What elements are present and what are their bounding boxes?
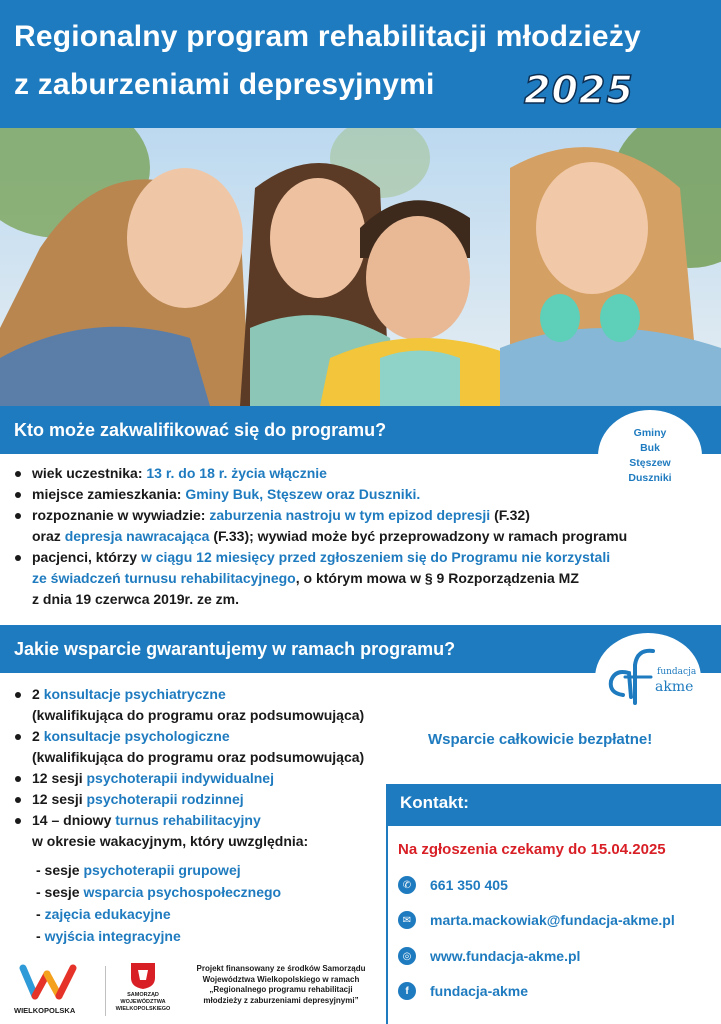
item-label: 2 [32, 728, 44, 744]
item-continuation: (kwalifikująca do programu oraz podsumowująca) [32, 749, 365, 765]
wielkopolska-logo-text: WIELKOPOLSKA [14, 1006, 76, 1015]
list-item [14, 768, 364, 789]
item-highlight: ze świadczeń turnusu rehabilitacyjnego [32, 570, 296, 586]
website-link[interactable]: www.fundacja-akme.pl [430, 948, 581, 964]
item-highlight: psychoterapii grupowej [83, 862, 241, 878]
item-label: 12 sesji [32, 770, 87, 786]
item-highlight: psychoterapii indywidualnej [86, 770, 274, 786]
phone-icon: ✆ [398, 876, 416, 894]
title-line-1: Regionalny program rehabilitacji młodzieży [14, 20, 641, 53]
sublist-item [36, 903, 281, 925]
item-highlight: zajęcia edukacyjne [44, 906, 171, 922]
footer-divider [105, 966, 106, 1016]
item-highlight: 13 r. do 18 r. życia włącznie [146, 465, 327, 481]
akme-logo-icon [595, 633, 701, 723]
gminy-badge-line: Buk [640, 442, 660, 454]
item-label: oraz [32, 528, 65, 544]
title-line-2: z zaburzeniami depresyjnymi [14, 68, 435, 101]
support-list [14, 684, 364, 852]
globe-icon: ◎ [398, 947, 416, 965]
list-item [14, 810, 364, 852]
header-banner [0, 0, 721, 128]
list-item [14, 463, 627, 484]
list-item [14, 484, 627, 505]
item-after: , o którym mowa w § 9 Rozporządzenia MZ [295, 570, 579, 586]
sublist-item [36, 859, 281, 881]
item-label: - sesje [36, 884, 84, 900]
item-highlight: w ciągu 12 miesięcy przed zgłoszeniem się do Programu nie korzystali [140, 549, 611, 565]
coat-of-arms-icon [130, 962, 156, 990]
logo-text-bottom: akme [655, 679, 694, 695]
item-label: 2 [32, 686, 44, 702]
contact-facebook[interactable] [398, 980, 528, 1002]
item-highlight: Gminy Buk, Stęszew oraz Duszniki. [185, 486, 421, 502]
item-continuation: (kwalifikująca do programu oraz podsumowująca) [32, 707, 365, 723]
item-highlight: konsultacje psychologiczne [43, 728, 230, 744]
item-label: pacjenci, którzy [32, 549, 141, 565]
item-highlight: wsparcia psychospołecznego [83, 884, 282, 900]
facebook-link[interactable]: fundacja-akme [430, 983, 529, 999]
contact-phone[interactable] [398, 874, 508, 896]
section-support-heading: Jakie wsparcie gwarantujemy w ramach programu? [0, 625, 721, 673]
item-label: miejsce zamieszkania: [32, 486, 186, 502]
free-support-note: Wsparcie całkowicie bezpłatne! [428, 731, 653, 748]
gminy-badge-line: Duszniki [628, 472, 672, 484]
samorzad-line: SAMORZĄD [127, 992, 159, 998]
funding-note [186, 964, 376, 1006]
item-label: rozpoznanie w wywiadzie: [32, 507, 210, 523]
wielkopolska-w-icon [19, 962, 79, 1000]
item-label: 12 sesji [32, 791, 87, 807]
samorzad-line: WIELKOPOLSKIEGO [115, 1006, 171, 1012]
email-address[interactable]: marta.mackowiak@fundacja-akme.pl [430, 912, 675, 928]
contact-email[interactable] [398, 909, 675, 931]
item-label: - [36, 928, 45, 944]
item-continuation [32, 526, 627, 547]
wielkopolska-logo [14, 962, 84, 1020]
item-highlight: zaburzenia nastroju w tym epizod depresji [209, 507, 491, 523]
funding-line: młodzieży z zaburzeniami depresyjnymi” [203, 995, 359, 1005]
item-label: wiek uczestnika: [32, 465, 147, 481]
list-item [14, 684, 364, 726]
deadline-text: Na zgłoszenia czekamy do 15.04.2025 [398, 841, 666, 858]
item-after: (F.32) [490, 507, 530, 523]
list-item [14, 547, 627, 610]
facebook-icon: f [398, 982, 416, 1000]
samorzad-line: WOJEWÓDZTWA [120, 999, 166, 1005]
list-item [14, 789, 364, 810]
item-highlight: turnus rehabilitacyjny [115, 812, 261, 828]
fundacja-akme-logo [595, 633, 701, 723]
item-highlight: psychoterapii rodzinnej [86, 791, 244, 807]
samorzad-logo [112, 962, 174, 1020]
item-label: 14 – dniowy [32, 812, 116, 828]
item-highlight: wyjścia integracyjne [44, 928, 181, 944]
sublist-item [36, 881, 281, 903]
gminy-badge-line: Gminy [633, 427, 667, 439]
item-label: - [36, 906, 45, 922]
item-label: - sesje [36, 862, 84, 878]
contact-website[interactable] [398, 945, 580, 967]
funding-line: Projekt finansowany ze środków Samorządu [196, 964, 366, 973]
section-qualification-heading: Kto może zakwalifikować się do programu? [0, 406, 721, 454]
email-icon: ✉ [398, 911, 416, 929]
phone-number[interactable]: 661 350 405 [430, 877, 508, 893]
list-item [14, 726, 364, 768]
qualification-list [14, 463, 627, 610]
item-highlight: konsultacje psychiatryczne [43, 686, 226, 702]
teens-photo [0, 128, 721, 406]
list-item [14, 505, 627, 547]
year-label: 2025 [524, 68, 634, 112]
item-continuation [32, 568, 627, 589]
teens-photo-illustration [0, 128, 721, 406]
funding-line: „Regionalnego programu rehabilitacji [209, 985, 353, 994]
funding-line: Województwa Wielkopolskiego w ramach [202, 974, 360, 984]
item-after: (F.33); wywiad może być przeprowadzony w ramach programu [209, 528, 628, 544]
gminy-badge-line: Stęszew [629, 457, 671, 469]
item-continuation: z dnia 19 czerwca 2019r. ze zm. [32, 591, 240, 607]
item-continuation: w okresie wakacyjnym, który uwzględnia: [32, 833, 309, 849]
turnus-sublist [36, 859, 281, 947]
contact-heading: Kontakt: [386, 784, 721, 826]
sublist-item [36, 925, 281, 947]
item-highlight: depresja nawracająca [64, 528, 210, 544]
logo-text-top: fundacja [657, 667, 697, 677]
